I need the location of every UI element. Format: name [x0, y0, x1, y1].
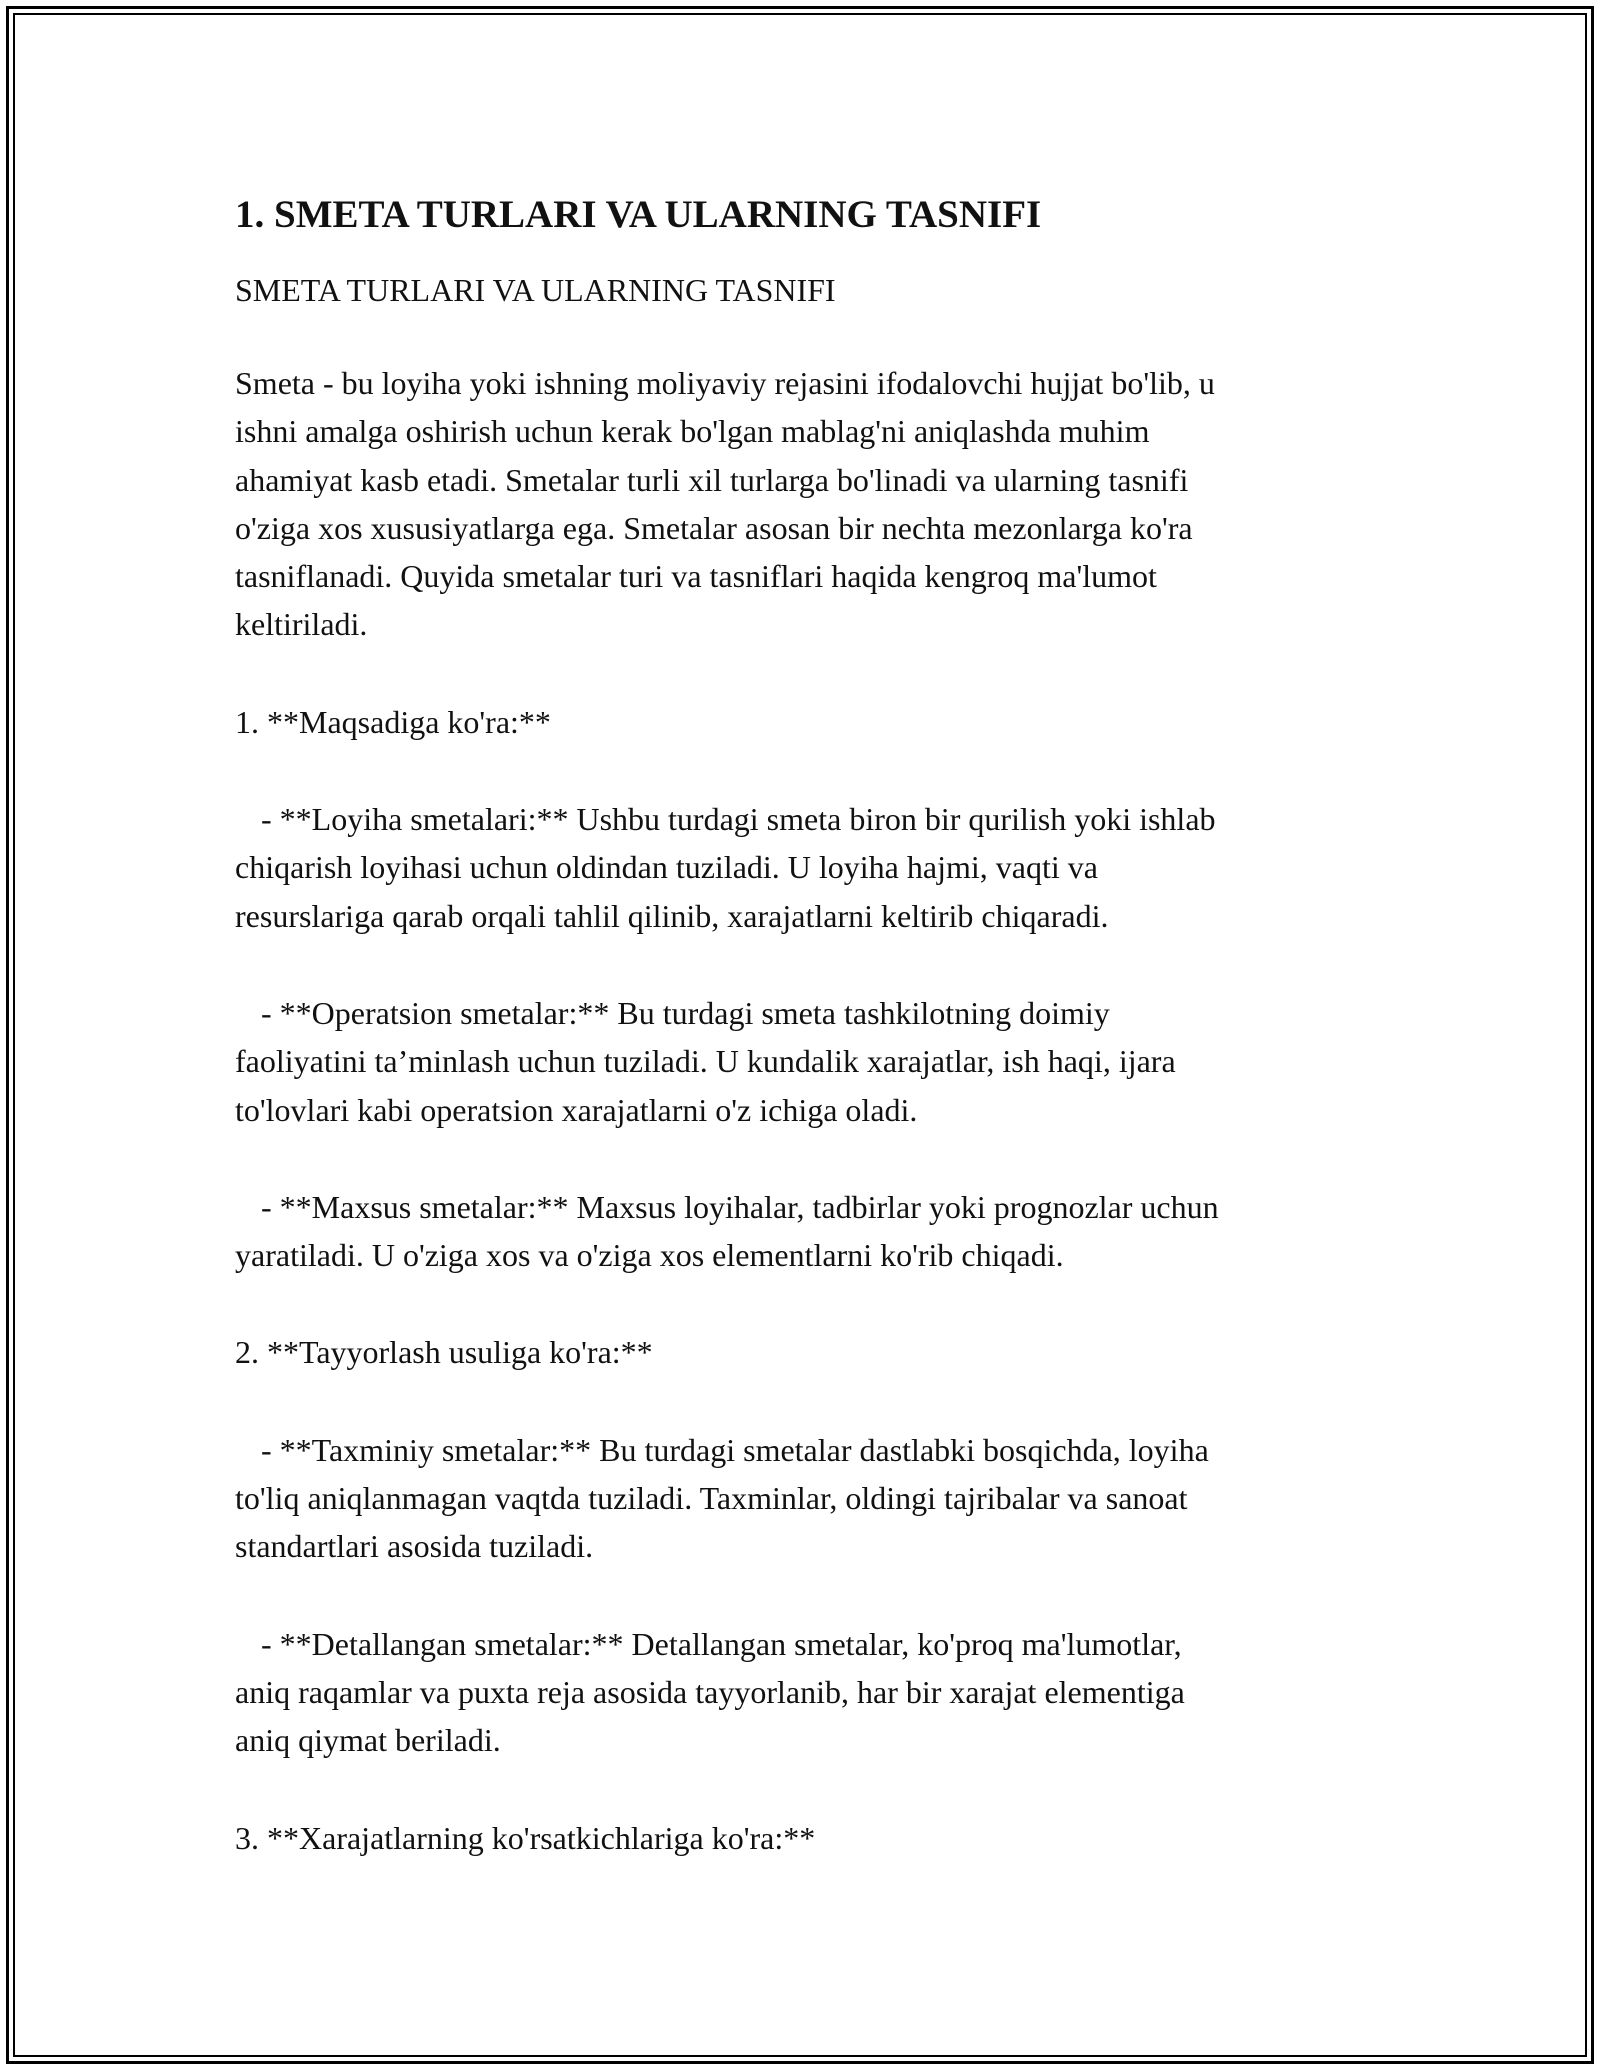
paragraph-line: faoliyatini ta’minlash uchun tuziladi. U kundalik xarajatlar, ish haqi, ijara: [235, 1043, 1176, 1080]
list-item-paragraph: [235, 1426, 1365, 1571]
paragraph-line: ishni amalga oshirish uchun kerak bo'lgan mablag'ni aniqlashda muhim: [235, 413, 1150, 450]
paragraph-line: keltiriladi.: [235, 606, 368, 643]
paragraph-line: aniq raqamlar va puxta reja asosida tayyorlanib, har bir xarajat elementiga: [235, 1673, 1185, 1710]
paragraph-line: ahamiyat kasb etadi. Smetalar turli xil turlarga bo'linadi va ularning tasnifi: [235, 461, 1189, 498]
list-item-paragraph: [235, 795, 1365, 940]
paragraph-line: - **Detallangan smetalar:** Detallangan smetalar, ko'proq ma'lumotlar,: [261, 1625, 1182, 1662]
paragraph-line: 2. **Tayyorlash usuliga ko'ra:**: [235, 1334, 653, 1371]
paragraph-line: - **Taxminiy smetalar:** Bu turdagi smetalar dastlabki bosqichda, loyiha: [261, 1431, 1209, 1468]
list-item-paragraph: [235, 1183, 1365, 1280]
document-body: [235, 190, 1365, 1911]
paragraph-line: Smeta - bu loyiha yoki ishning moliyaviy rejasini ifodalovchi hujjat bo'lib, u: [235, 365, 1215, 401]
paragraph-line: to'lovlari kabi operatsion xarajatlarni o'z ichiga oladi.: [235, 1091, 918, 1128]
document-subtitle: SMETA TURLARI VA ULARNING TASNIFI: [235, 272, 836, 308]
paragraph: [235, 1328, 1365, 1376]
paragraph-line: - **Maxsus smetalar:** Maxsus loyihalar, tadbirlar yoki prognozlar uchun: [261, 1188, 1219, 1225]
paragraph-line: - **Operatsion smetalar:** Bu turdagi smeta tashkilotning doimiy: [261, 994, 1110, 1031]
paragraph: [235, 698, 1365, 746]
list-item-paragraph: [235, 989, 1365, 1134]
document-heading: 1. SMETA TURLARI VA ULARNING TASNIFI: [235, 193, 1042, 236]
paragraph-line: yaratiladi. U o'ziga xos va o'ziga xos elementlarni ko'rib chiqadi.: [235, 1237, 1064, 1274]
paragraph-line: 1. **Maqsadiga ko'ra:**: [235, 703, 551, 740]
paragraph-line: 3. **Xarajatlarning ko'rsatkichlariga ko'ra:**: [235, 1819, 816, 1856]
paragraph: [235, 1814, 1365, 1862]
paragraph-list: [235, 359, 1365, 1862]
paragraph: [235, 359, 1365, 649]
paragraph-line: chiqarish loyihasi uchun oldindan tuziladi. U loyiha hajmi, vaqti va: [235, 849, 1098, 886]
paragraph-line: standartlari asosida tuziladi.: [235, 1528, 594, 1565]
list-item-paragraph: [235, 1620, 1365, 1765]
paragraph-line: aniq qiymat beriladi.: [235, 1722, 501, 1759]
paragraph-line: to'liq aniqlanmagan vaqtda tuziladi. Taxminlar, oldingi tajribalar va sanoat: [235, 1480, 1188, 1517]
paragraph-line: - **Loyiha smetalari:** Ushbu turdagi smeta biron bir qurilish yoki ishlab: [261, 801, 1216, 838]
paragraph-line: resurslariga qarab orqali tahlil qilinib, xarajatlarni keltirib chiqaradi.: [235, 897, 1109, 934]
paragraph-line: o'ziga xos xususiyatlarga ega. Smetalar asosan bir nechta mezonlarga ko'ra: [235, 509, 1193, 546]
paragraph-line: tasniflanadi. Quyida smetalar turi va tasniflari haqida kengroq ma'lumot: [235, 558, 1157, 595]
